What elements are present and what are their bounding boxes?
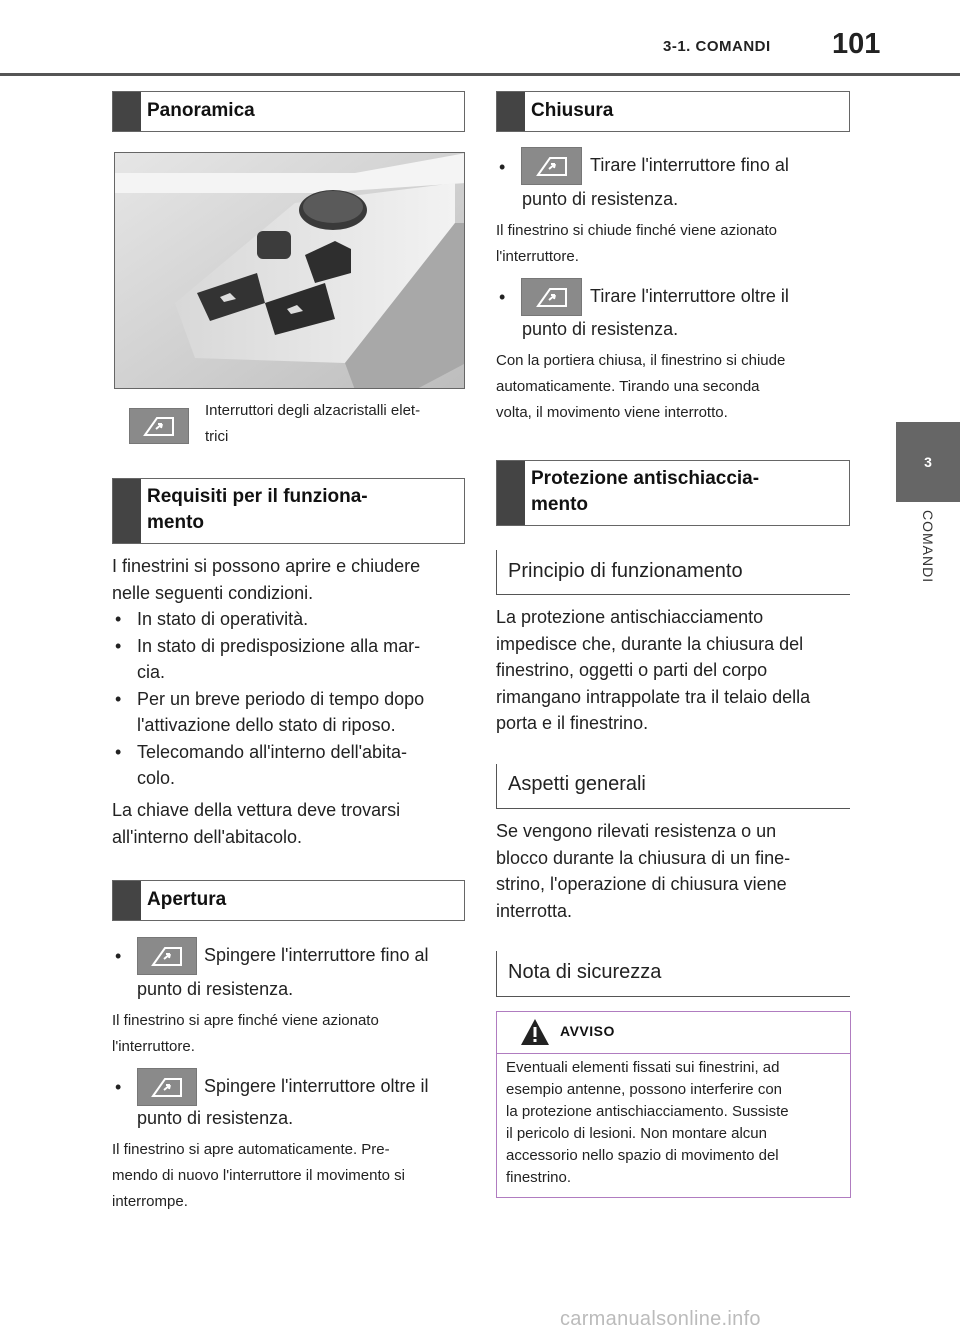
warning-text [506, 1057, 846, 1189]
section-title: Apertura [147, 889, 227, 910]
note-line: l'interruttore. [496, 248, 579, 265]
section-heading-chiusura [496, 91, 850, 132]
section-title-line-2: mento [147, 512, 204, 533]
bullet-dot: • [115, 742, 122, 762]
warning-line: finestrino. [506, 1169, 572, 1186]
chapter-tab-number: 3 [896, 422, 960, 502]
bullet-dot: • [115, 689, 122, 709]
caption-line-2: trici [205, 428, 229, 445]
subheading-text: Principio di funzionamento [508, 560, 743, 582]
note-line: Il finestrino si apre finché viene azionato [112, 1012, 379, 1029]
warning-header [497, 1012, 850, 1054]
subheading-text: Nota di sicurezza [508, 961, 662, 983]
note-line: mendo di nuovo l'interruttore il movimento si [112, 1167, 405, 1184]
paragraph-line: I finestrini si possono aprire e chiudere [112, 556, 421, 576]
instruction-line-2: punto di resistenza. [522, 319, 679, 339]
section-title-line-1: Requisiti per il funziona- [147, 486, 368, 507]
paragraph-line: strino, l'operazione di chiusura viene [496, 874, 787, 894]
paragraph-line: Se vengono rilevati resistenza o un [496, 821, 777, 841]
paragraph-line: impedisce che, durante la chiusura del [496, 634, 804, 654]
window-switch-icon [521, 278, 582, 316]
warning-line: esempio antenne, possono interferire con [506, 1081, 783, 1098]
caption-line-1: Interruttori degli alzacristalli elet- [205, 402, 421, 419]
chapter-tab-text: COMANDI [920, 510, 936, 584]
section-title-line-1: Protezione antischiaccia- [531, 468, 760, 489]
paragraph-line: blocco durante la chiusura di un fine- [496, 848, 791, 868]
bullet-dot: • [115, 1077, 122, 1097]
bullet-text: l'attivazione dello stato di riposo. [137, 715, 396, 735]
window-switch-icon [129, 408, 189, 444]
chapter-tab-label [896, 510, 960, 610]
warning-line: la protezione antischiacciamento. Sussiste [506, 1103, 789, 1120]
note-line: Con la portiera chiusa, il finestrino si chiude [496, 352, 786, 369]
instruction-line-1: Spingere l'interruttore fino al [204, 945, 429, 965]
paragraph-line: porta e il finestrino. [496, 713, 649, 733]
subheading-nota [496, 951, 850, 997]
bullet-dot: • [115, 946, 122, 966]
subheading-aspetti [496, 764, 850, 809]
paragraph-line: all'interno dell'abitacolo. [112, 827, 302, 847]
paragraph-line: finestrino, oggetti o parti del corpo [496, 660, 768, 680]
instruction-line-2: punto di resistenza. [137, 1108, 294, 1128]
paragraph-line: nelle seguenti condizioni. [112, 583, 314, 603]
bullet-dot: • [115, 609, 122, 629]
section-heading-panoramica [112, 91, 465, 132]
warning-line: Eventuali elementi fissati sui finestrini, ad [506, 1059, 780, 1076]
window-switch-icon [137, 1068, 197, 1106]
heading-bar [497, 461, 525, 525]
bullet-dot: • [499, 157, 506, 177]
paragraph-line: La chiave della vettura deve trovarsi [112, 800, 401, 820]
note-line: Il finestrino si apre automaticamente. Pre- [112, 1141, 390, 1158]
heading-bar [497, 92, 525, 131]
warning-triangle-icon [520, 1018, 550, 1046]
instruction-line-1: Tirare l'interruttore fino al [590, 155, 789, 175]
bullet-text: Telecomando all'interno dell'abita- [137, 742, 408, 762]
heading-bar [113, 881, 141, 920]
section-heading-requisiti [112, 478, 465, 544]
bullet-dot: • [115, 636, 122, 656]
window-switch-icon [137, 937, 197, 975]
paragraph-line: La protezione antischiacciamento [496, 607, 764, 627]
section-heading-apertura [112, 880, 465, 921]
window-switch-photo [114, 152, 465, 389]
subheading-text: Aspetti generali [508, 773, 646, 795]
header-section: 3-1. COMANDI [663, 38, 771, 55]
instruction-line-2: punto di resistenza. [522, 189, 679, 209]
header-rule [0, 73, 960, 76]
note-line: automaticamente. Tirando una seconda [496, 378, 760, 395]
paragraph-line: interrotta. [496, 901, 573, 921]
warning-box [496, 1011, 851, 1198]
paragraph-line: rimangano intrappolate tra il telaio della [496, 687, 811, 707]
section-title: Panoramica [147, 100, 255, 121]
warning-line: accessorio nello spazio di movimento del [506, 1147, 779, 1164]
heading-bar [113, 92, 141, 131]
section-title-line-2: mento [531, 494, 588, 515]
subheading-principio [496, 550, 850, 595]
door-panel-illustration [115, 153, 465, 389]
window-switch-icon [521, 147, 582, 185]
page-number: 101 [832, 28, 881, 60]
bullet-text: Per un breve periodo di tempo dopo [137, 689, 425, 709]
bullet-text: In stato di operatività. [137, 609, 309, 629]
warning-line: il pericolo di lesioni. Non montare alcun [506, 1125, 767, 1142]
note-line: volta, il movimento viene interrotto. [496, 404, 728, 421]
instruction-line-1: Tirare l'interruttore oltre il [590, 286, 789, 306]
section-heading-protezione [496, 460, 850, 526]
footer-watermark: carmanualsonline.info [560, 1308, 761, 1330]
bullet-text: cia. [137, 662, 166, 682]
note-line: Il finestrino si chiude finché viene azionato [496, 222, 778, 239]
instruction-line-2: punto di resistenza. [137, 979, 294, 999]
note-line: interrompe. [112, 1193, 188, 1210]
instruction-line-1: Spingere l'interruttore oltre il [204, 1076, 429, 1096]
bullet-text: In stato di predisposizione alla mar- [137, 636, 421, 656]
section-title: Chiusura [531, 100, 614, 121]
bullet-dot: • [499, 287, 506, 307]
bullet-text: colo. [137, 768, 176, 788]
heading-bar [113, 479, 141, 543]
note-line: l'interruttore. [112, 1038, 195, 1055]
warning-title: AVVISO [560, 1023, 615, 1039]
